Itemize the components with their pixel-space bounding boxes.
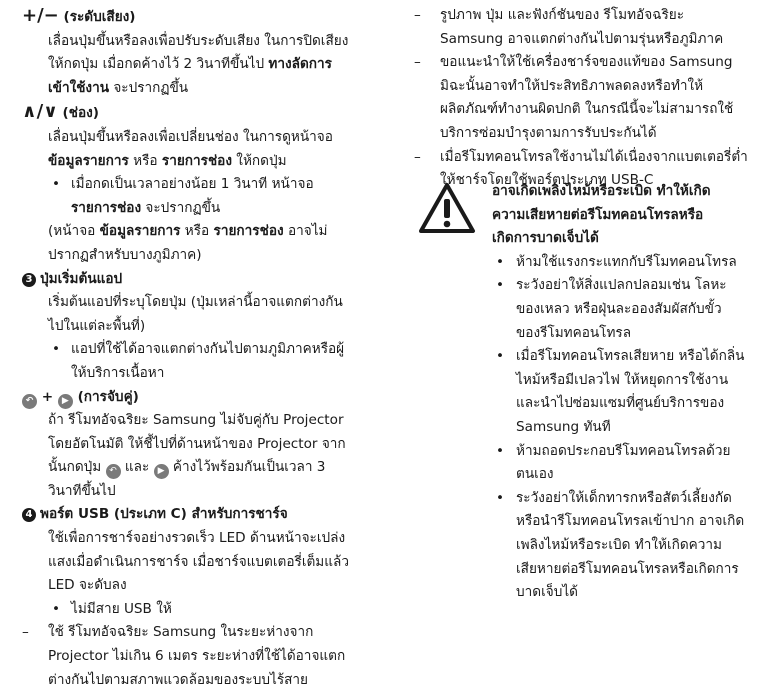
note-line-1 bbox=[22, 621, 380, 645]
warning-item-3-line-3: และนำไปซ่อมแซมที่ศูนย์บริการของ bbox=[516, 395, 725, 412]
right-note-2-line-1 bbox=[414, 51, 774, 75]
pair-line-2: โดยอัตโนมัติ ให้ชี้ไปที่ด้านหน้าของ Projector จาก bbox=[48, 435, 346, 452]
pair-plus: + bbox=[41, 388, 54, 405]
warning-item-3 bbox=[416, 345, 774, 369]
warning-item-3-line-2: ไหม้หรือมีเปลวไฟ ให้หยุดการใช้งาน bbox=[516, 371, 729, 388]
channel-symbol: ∧/∨ bbox=[22, 101, 58, 123]
right-note-1-line-1 bbox=[414, 4, 774, 28]
note-line-3: ต่างกันไปตามสภาพแวดล้อมของระบบไร้สาย bbox=[48, 671, 309, 688]
channel-note-1 bbox=[22, 220, 380, 244]
dash-mark: – bbox=[22, 624, 29, 641]
volume-shortcut-a: ทางลัดการ bbox=[268, 56, 332, 73]
usb-line-2: แสงเมื่อดำเนินการชาร์จ เมื่อชาร์จแบตเตอรี่เต็มแล้ว bbox=[48, 553, 349, 570]
app-title: ปุ่มเริ่มต้นแอป bbox=[40, 270, 123, 287]
volume-symbol: +/− bbox=[22, 5, 59, 26]
channel-note-2: ปรากฏสำหรับบางภูมิภาค) bbox=[48, 246, 202, 263]
pair-press: นั้นกดปุ่ม bbox=[48, 459, 106, 476]
channel-heading bbox=[22, 100, 380, 126]
channel-note-m: หรือ bbox=[180, 223, 214, 240]
pair-hold: ค้างไว้พร้อมกันเป็นเวลา 3 bbox=[168, 459, 326, 476]
warning-icon bbox=[418, 182, 476, 234]
pair-title: (การจับคู่) bbox=[77, 388, 139, 405]
warning-item-text: ห้ามใช้แรงกระแทกกับรีโมทคอนโทรล bbox=[516, 253, 737, 270]
play-pause-icon: ▶ bbox=[58, 394, 73, 409]
right-note-2-line-2: มิฉะนั้นอาจทำให้ประสิทธิภาพลดลงหรือทำให้ bbox=[440, 77, 704, 94]
warning-item-text: ระวังอย่าให้เด็กทารกหรือสัตว์เลี้ยงกัด bbox=[516, 489, 732, 506]
app-bullet-2: ให้บริการเนื้อหา bbox=[71, 364, 165, 381]
channel-note-a: (หน้าจอ bbox=[48, 223, 100, 240]
usb-heading bbox=[22, 503, 380, 527]
bullet-dot: • bbox=[496, 489, 505, 506]
usb-line-3: LED จะดับลง bbox=[48, 577, 127, 594]
right-note-text: ขอแนะนำให้ใช้เครื่องชาร์จของแท้ของ Samsung bbox=[440, 54, 733, 71]
warning-item-4 bbox=[416, 440, 774, 464]
note-text-1: ใช้ รีโมทอัจฉริยะ Samsung ในระยะห่างจาก bbox=[48, 624, 314, 641]
pair-and: และ bbox=[120, 459, 154, 476]
channel-bullet-1 bbox=[22, 173, 380, 197]
app-bullet-text: แอปที่ใช้ได้อาจแตกต่างกันไปตามภูมิภาคหรือผู้ bbox=[71, 341, 345, 358]
usb-bullet bbox=[22, 598, 380, 622]
channel-note-b1: ข้อมูลรายการ bbox=[99, 223, 181, 240]
channel-bullet-text: เมื่อกดเป็นเวลาอย่างน้อย 1 วินาที หน้าจอ bbox=[71, 176, 314, 193]
app-bullet-1 bbox=[22, 338, 380, 362]
usb-line-1: ใช้เพื่อการชาร์จอย่างรวดเร็ว LED ด้านหน้าจะเปล่ง bbox=[48, 530, 346, 547]
channel-bullet-appears: จะปรากฏขึ้น bbox=[141, 199, 221, 216]
right-note-3-line-1 bbox=[414, 146, 774, 170]
number-4-icon: 4 bbox=[22, 508, 36, 522]
volume-line-2 bbox=[22, 53, 380, 77]
bullet-dot: • bbox=[496, 442, 505, 459]
app-heading bbox=[22, 268, 380, 292]
warning-item-5-line-5: บาดเจ็บได้ bbox=[516, 584, 578, 601]
warning-item-5 bbox=[416, 487, 774, 511]
channel-or: หรือ bbox=[128, 152, 162, 169]
number-3-icon: 3 bbox=[22, 273, 36, 287]
warning-item-2-line-3: ของรีโมทคอนโทรล bbox=[516, 324, 632, 341]
warning-item-1 bbox=[416, 251, 774, 275]
app-line-1: เริ่มต้นแอปที่ระบุโดยปุ่ม (ปุ่มเหล่านี้อาจแตกต่างกัน bbox=[48, 294, 343, 311]
channel-press: ให้กดปุ่ม bbox=[231, 152, 287, 169]
volume-appears: จะปรากฏขึ้น bbox=[109, 79, 189, 96]
pair-line-3 bbox=[22, 456, 380, 480]
dash-mark: – bbox=[414, 148, 421, 165]
warning-title-3: เกิดการบาดเจ็บได้ bbox=[492, 230, 599, 247]
pair-line-4: วินาทีขึ้นไป bbox=[48, 482, 116, 499]
note-line-2: Projector ไม่เกิน 6 เมตร ระยะห่างที่ใช้ได้อาจแตก bbox=[48, 648, 346, 665]
warning-item-5-line-3: เพลิงไหม้หรือระเบิด ทำให้เกิดความ bbox=[516, 536, 723, 553]
warning-item-4-line-2: ตนเอง bbox=[516, 466, 554, 483]
warning-item-text: เมื่อรีโมทคอนโทรลเสียหาย หรือได้กลิ่น bbox=[516, 348, 745, 365]
back-icon: ↶ bbox=[22, 394, 37, 409]
warning-title-1: อาจเกิดเพลิงไหม้หรือระเบิด ทำให้เกิด bbox=[492, 183, 711, 199]
channel-note-b2: รายการช่อง bbox=[213, 223, 284, 240]
right-note-1-line-2: Samsung อาจแตกต่างกันไปตามรุ่นหรือภูมิภาค bbox=[440, 30, 724, 47]
volume-shortcut-b: เข้าใช้งาน bbox=[48, 79, 109, 96]
pair-line-1: ถ้า รีโมทอัจฉริยะ Samsung ไม่จับคู่กับ Projector bbox=[48, 412, 344, 429]
channel-line-1: เลื่อนปุ่มขึ้นหรือลงเพื่อเปลี่ยนช่อง ในการดูหน้าจอ bbox=[48, 128, 333, 145]
channel-list-label: รายการช่อง bbox=[161, 152, 232, 169]
back-icon: ↶ bbox=[106, 464, 121, 479]
warning-item-2 bbox=[416, 274, 774, 298]
play-pause-icon: ▶ bbox=[154, 464, 169, 479]
warning-title-2: ความเสียหายต่อรีโมทคอนโทรลหรือ bbox=[492, 206, 704, 223]
dash-mark: – bbox=[414, 7, 421, 23]
volume-line-2-text: ให้กดปุ่ม เมื่อกดค้างไว้ 2 วินาทีขึ้นไป bbox=[48, 56, 269, 73]
usb-title: พอร์ต USB (ประเภท C) สำหรับการชาร์จ bbox=[40, 506, 288, 523]
bullet-dot: • bbox=[496, 348, 505, 365]
warning-item-text: ระวังอย่าให้สิ่งแปลกปลอมเช่น โลหะ bbox=[516, 277, 727, 294]
warning-item-5-line-2: หรือนำรีโมทคอนโทรลเข้าปาก อาจเกิด bbox=[516, 513, 745, 530]
warning-block bbox=[416, 180, 774, 605]
volume-line-1: เลื่อนปุ่มขึ้นหรือลงเพื่อปรับระดับเสียง ในการปิดเสียง bbox=[48, 32, 349, 49]
bullet-dot: • bbox=[496, 253, 505, 270]
channel-line-2 bbox=[22, 150, 380, 174]
channel-bullet-list: รายการช่อง bbox=[71, 199, 142, 216]
right-column bbox=[414, 4, 774, 193]
volume-heading bbox=[22, 4, 380, 30]
right-note-2-line-3: ผลิตภัณฑ์ทำงานผิดปกติ ในกรณีนี้จะไม่สามารถใช้ bbox=[440, 101, 734, 118]
pair-heading bbox=[22, 386, 380, 410]
right-note-text: เมื่อรีโมทคอนโทรลใช้งานไม่ได้เนื่องจากแบตเตอรี่ต่ำ bbox=[440, 148, 748, 165]
left-column bbox=[22, 4, 380, 692]
warning-item-2-line-2: ของเหลว หรือฝุ่นละอองสัมผัสกับขั้ว bbox=[516, 300, 722, 317]
dash-mark: – bbox=[414, 54, 421, 71]
usb-bullet-text: ไม่มีสาย USB ให้ bbox=[71, 600, 172, 617]
channel-title: (ช่อง) bbox=[62, 105, 100, 122]
right-note-3-line-2: ให้ชาร์จโดยใช้พอร์ตประเภท USB-C bbox=[440, 172, 654, 189]
channel-guide-label: ข้อมูลรายการ bbox=[48, 152, 129, 169]
bullet-dot: • bbox=[52, 600, 61, 617]
warning-item-5-line-4: เสียหายต่อรีโมทคอนโทรลหรือเกิดการ bbox=[516, 560, 739, 577]
app-line-2: ไปในแต่ละพื้นที่) bbox=[48, 317, 146, 334]
bullet-dot: • bbox=[52, 176, 61, 193]
warning-item-text: ห้ามถอดประกอบรีโมทคอนโทรลด้วย bbox=[516, 442, 731, 459]
right-note-text: รูปภาพ ปุ่ม และฟังก์ชันของ รีโมทอัจฉริยะ bbox=[440, 7, 685, 23]
volume-line-3 bbox=[22, 77, 380, 101]
volume-title: (ระดับเสียง) bbox=[63, 9, 136, 25]
channel-bullet-2 bbox=[22, 197, 380, 221]
channel-note-e: อาจไม่ bbox=[283, 223, 328, 240]
bullet-dot: • bbox=[52, 341, 61, 358]
right-note-2-line-4: บริการซ่อมบำรุงตามการรับประกันได้ bbox=[440, 124, 657, 141]
bullet-dot: • bbox=[496, 277, 505, 294]
warning-item-3-line-4: Samsung ทันที bbox=[516, 418, 611, 435]
